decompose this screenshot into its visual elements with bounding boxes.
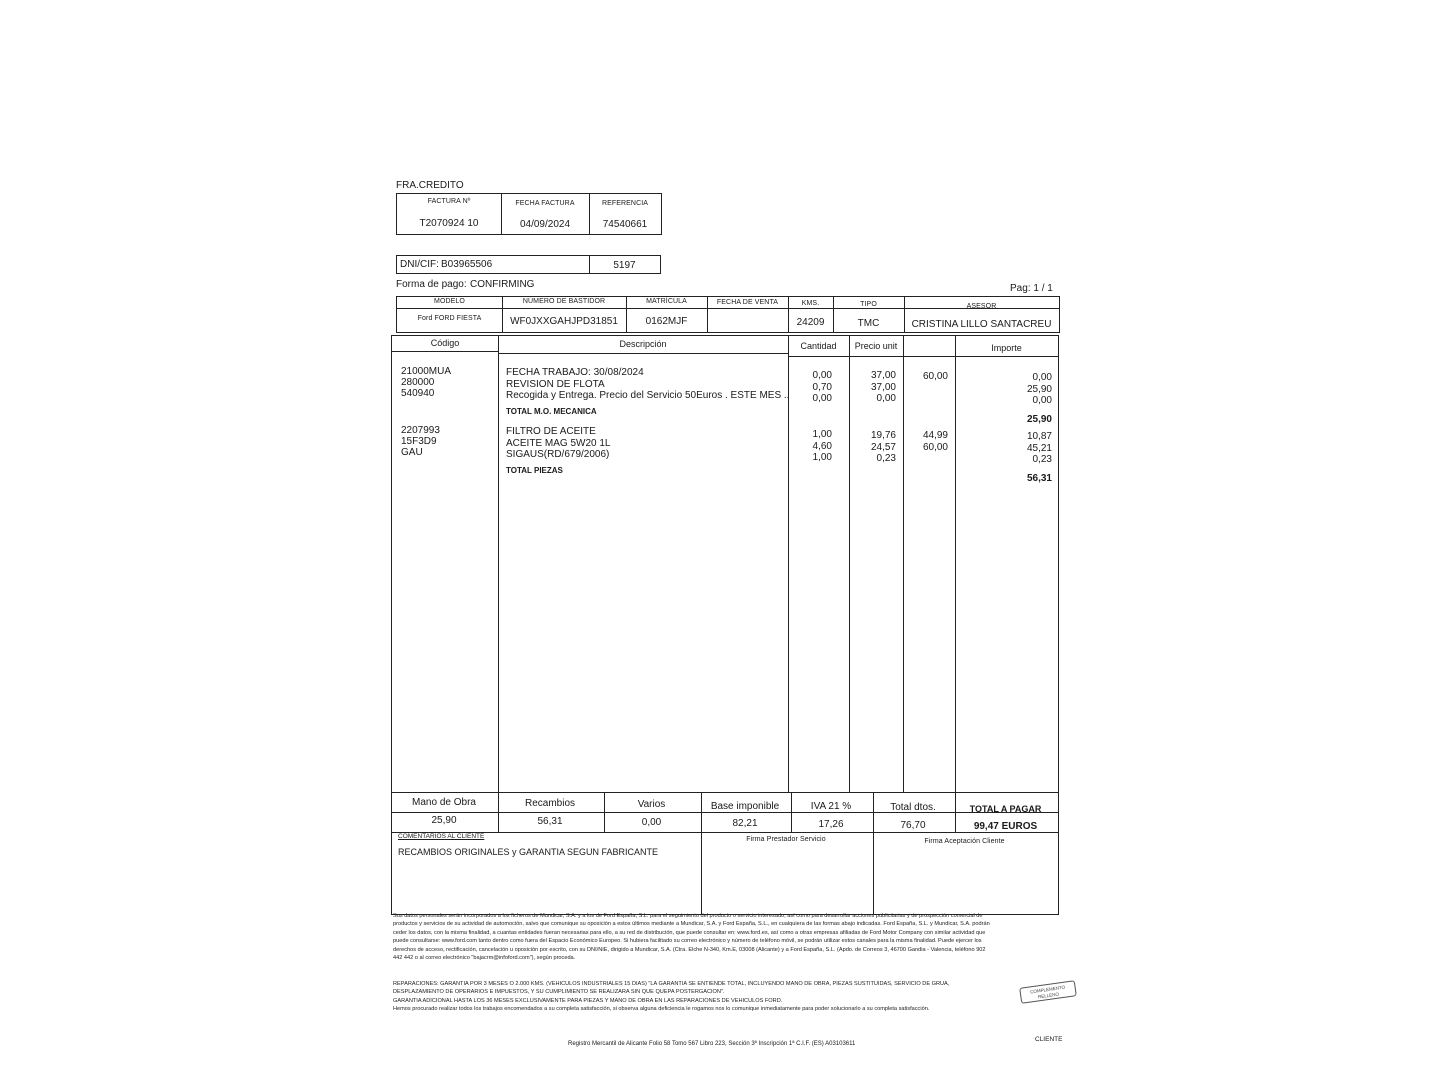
payment-label: Forma de pago: (396, 279, 467, 290)
registry-footer: Registro Mercantil de Alicante Folio 58 Tomo 567 Libro 223, Sección 3ª Inscripción 1ª C.I.F. (ES) A03103611 (568, 1041, 856, 1047)
item-price-list-1 (852, 370, 896, 405)
item-unit-price: 37,00 (870, 381, 896, 393)
quantity-column-header: Cantidad (800, 341, 837, 351)
item-amount: 25,90 (1026, 383, 1052, 395)
tax-base: 82,21 (732, 818, 758, 829)
item-discount: 60,00 (922, 371, 948, 382)
item-unit-price: 0,00 (876, 393, 896, 404)
invoice-number-label: FACTURA Nº (427, 198, 471, 205)
vehicle-type: TMC (857, 318, 880, 329)
invoice-header-box (396, 193, 662, 235)
discount-total: 76,70 (900, 820, 926, 831)
page-number: Pag: 1 / 1 (1010, 283, 1053, 294)
invoice-date: 04/09/2024 (519, 219, 571, 230)
model-header: MODELO (434, 298, 465, 305)
total-to-pay-label: TOTAL A PAGAR (969, 804, 1042, 814)
item-description: FILTRO DE ACEITE (506, 426, 596, 437)
item-quantity: 0,00 (812, 393, 832, 404)
item-discount: 60,00 (922, 441, 948, 453)
item-amount: 0,00 (1032, 395, 1052, 406)
type-header: TIPO (860, 301, 877, 308)
item-amount: 0,00 (1032, 372, 1052, 383)
code-column-header: Código (430, 338, 460, 348)
client-comments: RECAMBIOS ORIGINALES y GARANTIA SEGUN FABRICANTE (398, 847, 659, 857)
copy-label: CLIENTE (1035, 1036, 1063, 1043)
dni-box (396, 255, 661, 274)
item-amount: 45,21 (1026, 442, 1052, 454)
item-code: 21000MUA (401, 366, 452, 377)
labor-total-label: Mano de Obra (412, 797, 476, 808)
item-code: 15F3D9 (401, 436, 437, 447)
item-description: REVISION DE FLOTA (506, 378, 605, 390)
misc-total: 0,00 (641, 817, 662, 828)
item-quantity: 4,60 (812, 440, 832, 452)
license-plate: 0162MJF (645, 316, 688, 327)
verification-stamp: COMPLEMENTO RELLENO (1019, 980, 1077, 1004)
item-code: 2207993 (401, 425, 440, 436)
item-discount: 44,99 (922, 430, 948, 441)
payment-method: CONFIRMING (470, 279, 535, 290)
client-signature-label: Firma Aceptación Cliente (924, 838, 1005, 845)
document-type: FRA.CREDITO (396, 180, 464, 191)
plate-header: MATRÍCULA (646, 298, 687, 305)
item-quantity: 0,70 (812, 381, 832, 393)
reference-number: 74540661 (602, 219, 648, 230)
unit-price-column-header: Precio unit (854, 341, 898, 351)
kilometers: 24209 (796, 317, 825, 328)
parts-total: 56,31 (537, 816, 563, 827)
item-quantity: 1,00 (812, 452, 832, 463)
misc-total-label: Varios (637, 799, 666, 810)
item-quantity-list-1 (790, 370, 832, 405)
invoice-date-label: FECHA FACTURA (515, 200, 575, 207)
provider-signature-label: Firma Prestador Servicio (746, 836, 826, 843)
vin-number: WF0JXXGAHJPD31851 (510, 316, 618, 327)
item-quantity: 1,00 (812, 429, 832, 440)
kms-header: KMS. (801, 300, 820, 307)
repairs-warranty-notice: REPARACIONES: GARANTIA POR 3 MESES O 2.000 KMS. (VEHICULOS INDUSTRIALES 15 DIAS) "LA GARANTIA SE ENTIENDE TOTAL, INCLUYENDO MANO DE OBRA, PIEZAS SUSTITUIDAS, SERVICIO DE GRUA, DESPLAZAMIENTO DE OPERARIOS E IMPUESTOS, Y SU CUMPLIMIENTO SE REALIZARA SIN QUE QUEPA POSTERGACION". GARANTIA ADICIONAL HASTA LOS 36 MESES EXCLUSIVAMENTE PARA PIEZAS Y MANO DE OBRA EN LAS REPARACIONES DE VEHICULOS FORD. Hemos procurado realizar todos los trabajos encomendados a su completa satisfacción, si observa alguna deficiencia le rogamos nos lo comunique inmediatamente para poder solucionarlo a su completa satisfacción. (393, 981, 950, 1013)
privacy-notice: Sus datos personales serán incorporados a los ficheros de Mundicar, S.A. y a los de Ford España, S.L. para el seguimiento del producto o servicio interesado, así como para desarrollar acciones publicitarias y de prospección comercial de productos y servicios de su actividad de automoción, salvo que comunique su oposición a estos últimos mediante a Mundicar, S.A. y Ford España, S.L., en cualquiera de las formas abajo indicadas. Ford España, S.L. y Mundicar, S.A. podrán ceder los datos, con la misma finalidad, a cuantas entidades fueran necesarias para ello, a su red de distribución, que puede consultar en: www.ford.es, así como a otras empresas afiliadas de Ford Motor Company con similar actividad que puede consultarse: www.ford.com tanto dentro como fuera del Espacio Económico Europeo. Si hubiera facilitado su correo electrónico y número de teléfono móvil, se podrán utilizar estos canales para la misma finalidad. Puede ejercer los derechos de acceso, rectificación, cancelación u oposición por escrito, con su DNI/NIE, dirigido a Mundicar, S.A. (Ctra. Elche N-340, Km.E, 03008 (Alicante) y a Ford España, S.L. (Apdo. de Correos 3, 46700 Gandia - Valencia, teléfono 902 442 442 o al correo electrónico "bajacrm@infoford.com"), según proceda. (393, 913, 990, 962)
item-code-list-1 (401, 366, 451, 399)
labor-total: 25,90 (431, 815, 457, 826)
item-code: 540940 (401, 388, 435, 399)
vat-label: IVA 21 % (810, 801, 852, 812)
comments-label: COMENTARIOS AL CLIENTE (398, 833, 485, 840)
item-code: GAU (401, 447, 423, 458)
item-code: 280000 (401, 377, 435, 388)
vehicle-table (396, 296, 1060, 333)
description-column-header: Descripción (619, 339, 667, 349)
item-description: FECHA TRABAJO: 30/08/2024 (506, 367, 644, 378)
client-code: 5197 (613, 260, 636, 271)
item-amount: 0,23 (1032, 454, 1052, 465)
vin-header: NÚMERO DE BASTIDOR (522, 298, 606, 305)
item-description: SIGAUS(RD/679/2006) (506, 449, 610, 460)
item-amount-list-1 (990, 372, 1052, 407)
advisor-name: CRISTINA LILLO SANTACREU (911, 319, 1052, 330)
subtotal-labor-value: 25,90 (1026, 414, 1052, 425)
total-to-pay: 99,47 EUROS (973, 821, 1038, 832)
amount-column-header: Importe (991, 343, 1022, 353)
dni-label: DNI/CIF: (400, 259, 439, 270)
item-code-list-2 (401, 425, 440, 458)
vehicle-model: Ford FORD FIESTA (417, 315, 482, 322)
reference-label: REFERENCIA (601, 200, 649, 207)
item-description-list-1 (506, 367, 789, 402)
vat-amount: 17,26 (818, 819, 844, 830)
subtotal-parts-value: 56,31 (1026, 473, 1052, 484)
item-amount-list-2 (990, 431, 1052, 466)
item-description: Recogida y Entrega. Precio del Servicio 50Euros . ESTE MES .. (506, 390, 790, 401)
item-quantity: 0,00 (812, 370, 832, 381)
item-unit-price: 19,76 (870, 430, 896, 441)
item-discount-list-2 (910, 430, 948, 453)
item-description: ACEITE MAG 5W20 1L (506, 437, 611, 449)
item-amount: 10,87 (1026, 431, 1052, 442)
item-unit-price: 37,00 (870, 370, 896, 381)
subtotal-labor-label: TOTAL M.O. MECANICA (506, 407, 597, 416)
tax-base-label: Base imponible (710, 801, 780, 812)
subtotal-parts-label: TOTAL PIEZAS (506, 466, 563, 475)
parts-total-label: Recambios (524, 798, 576, 809)
item-unit-price: 0,23 (876, 453, 896, 464)
dni-value: B03965506 (441, 259, 493, 270)
item-description-list-2 (506, 426, 610, 461)
discount-total-label: Total dtos. (890, 802, 936, 813)
sale-date-header: FECHA DE VENTA (716, 299, 779, 306)
invoice-number: T2070924 10 (419, 218, 479, 229)
item-quantity-list-2 (790, 429, 832, 464)
item-unit-price: 24,57 (870, 441, 896, 453)
advisor-header: ASESOR (966, 303, 997, 310)
item-price-list-2 (852, 430, 896, 465)
